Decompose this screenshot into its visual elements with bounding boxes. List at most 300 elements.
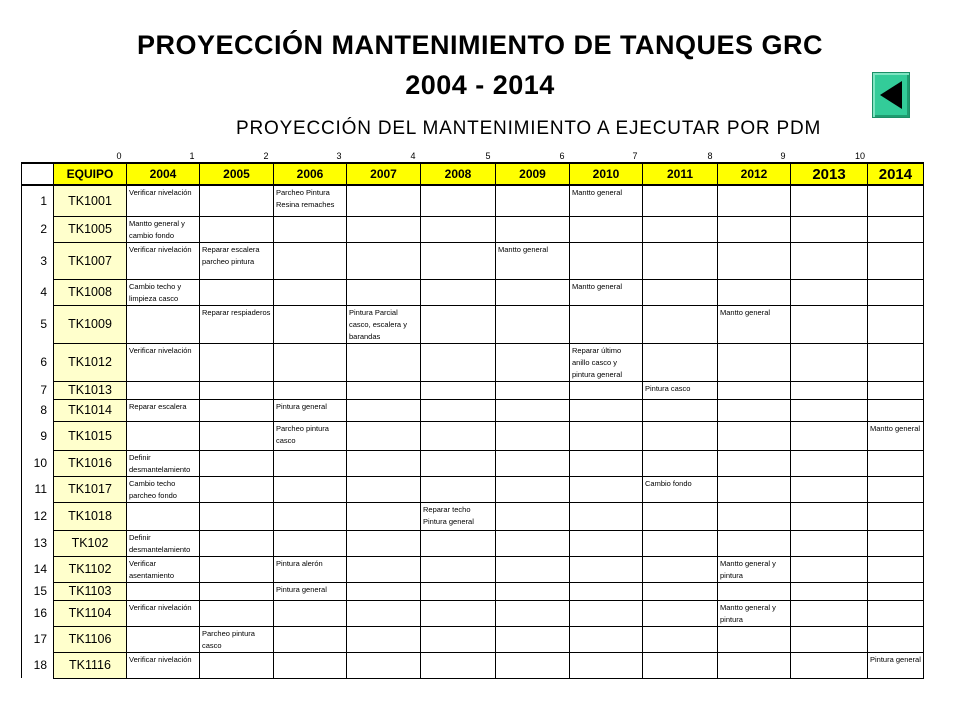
maintenance-cell bbox=[791, 502, 868, 530]
row-number: 2 bbox=[22, 216, 54, 242]
column-index: 0 bbox=[116, 151, 122, 161]
maintenance-cell bbox=[200, 652, 274, 678]
maintenance-cell bbox=[643, 185, 718, 216]
maintenance-note: Pintura general bbox=[276, 401, 327, 411]
maintenance-cell bbox=[200, 476, 274, 502]
maintenance-cell bbox=[347, 305, 421, 343]
maintenance-cell bbox=[868, 582, 924, 600]
table-row bbox=[22, 626, 924, 652]
maintenance-cell bbox=[570, 450, 643, 476]
table-row bbox=[22, 450, 924, 476]
back-button[interactable] bbox=[872, 72, 910, 118]
maintenance-cell bbox=[643, 626, 718, 652]
maintenance-note: Verificar asentamiento bbox=[129, 558, 175, 580]
column-index: 4 bbox=[410, 151, 416, 161]
maintenance-note: Verificar nivelación bbox=[129, 345, 192, 355]
maintenance-cell bbox=[127, 242, 200, 279]
column-index: 8 bbox=[707, 151, 713, 161]
table-row bbox=[22, 216, 924, 242]
maintenance-note: Mantto general y pintura bbox=[720, 558, 776, 580]
maintenance-cell bbox=[868, 242, 924, 279]
maintenance-cell bbox=[127, 216, 200, 242]
maintenance-cell bbox=[200, 216, 274, 242]
maintenance-cell bbox=[127, 381, 200, 399]
maintenance-cell bbox=[421, 600, 496, 626]
maintenance-note: Pintura alerón bbox=[276, 558, 323, 568]
maintenance-cell bbox=[127, 185, 200, 216]
table-row bbox=[22, 185, 924, 216]
maintenance-cell bbox=[127, 530, 200, 556]
maintenance-cell bbox=[127, 476, 200, 502]
equipo-cell: TK1012 bbox=[54, 343, 127, 381]
maintenance-note: Verificar nivelación bbox=[129, 244, 192, 254]
maintenance-cell bbox=[200, 399, 274, 421]
maintenance-cell bbox=[791, 530, 868, 556]
maintenance-cell bbox=[496, 185, 570, 216]
maintenance-cell bbox=[347, 242, 421, 279]
maintenance-cell bbox=[200, 305, 274, 343]
maintenance-cell bbox=[868, 450, 924, 476]
maintenance-cell bbox=[570, 476, 643, 502]
maintenance-note: Mantto general y pintura bbox=[720, 602, 776, 624]
maintenance-cell bbox=[274, 502, 347, 530]
table-row bbox=[22, 399, 924, 421]
maintenance-cell bbox=[347, 399, 421, 421]
maintenance-cell bbox=[791, 381, 868, 399]
maintenance-cell bbox=[347, 343, 421, 381]
header-year-2004: 2004 bbox=[127, 163, 200, 185]
maintenance-cell bbox=[868, 399, 924, 421]
maintenance-note: Verificar nivelación bbox=[129, 188, 192, 197]
maintenance-cell bbox=[643, 502, 718, 530]
maintenance-cell bbox=[570, 652, 643, 678]
row-number: 13 bbox=[22, 530, 54, 556]
maintenance-cell bbox=[643, 343, 718, 381]
maintenance-cell bbox=[791, 279, 868, 305]
maintenance-cell bbox=[274, 216, 347, 242]
row-number: 14 bbox=[22, 556, 54, 582]
maintenance-cell bbox=[200, 450, 274, 476]
maintenance-cell bbox=[718, 582, 791, 600]
maintenance-cell bbox=[570, 421, 643, 450]
maintenance-cell bbox=[496, 600, 570, 626]
maintenance-cell bbox=[274, 582, 347, 600]
table-header-row bbox=[22, 163, 924, 185]
maintenance-cell bbox=[496, 216, 570, 242]
row-number: 15 bbox=[22, 582, 54, 600]
column-index: 5 bbox=[485, 151, 491, 161]
equipo-cell: TK1001 bbox=[54, 185, 127, 216]
table-row bbox=[22, 279, 924, 305]
maintenance-cell bbox=[496, 476, 570, 502]
table-row bbox=[22, 421, 924, 450]
maintenance-cell bbox=[421, 556, 496, 582]
maintenance-cell bbox=[347, 582, 421, 600]
maintenance-cell bbox=[347, 185, 421, 216]
maintenance-cell bbox=[868, 502, 924, 530]
row-number: 16 bbox=[22, 600, 54, 626]
header-year-2008: 2008 bbox=[421, 163, 496, 185]
maintenance-cell bbox=[868, 652, 924, 678]
maintenance-cell bbox=[868, 600, 924, 626]
maintenance-note: Reparar escalera parcheo pintura bbox=[202, 244, 260, 266]
maintenance-cell bbox=[570, 626, 643, 652]
table-row bbox=[22, 476, 924, 502]
maintenance-cell bbox=[570, 582, 643, 600]
maintenance-cell bbox=[274, 279, 347, 305]
maintenance-cell bbox=[570, 305, 643, 343]
maintenance-cell bbox=[643, 242, 718, 279]
maintenance-cell bbox=[496, 381, 570, 399]
maintenance-cell bbox=[791, 421, 868, 450]
maintenance-cell bbox=[274, 600, 347, 626]
maintenance-cell bbox=[200, 343, 274, 381]
equipo-cell: TK1106 bbox=[54, 626, 127, 652]
maintenance-cell bbox=[421, 399, 496, 421]
equipo-cell: TK1014 bbox=[54, 399, 127, 421]
maintenance-cell bbox=[643, 305, 718, 343]
maintenance-cell bbox=[791, 242, 868, 279]
maintenance-cell bbox=[127, 556, 200, 582]
maintenance-cell bbox=[868, 381, 924, 399]
table-row bbox=[22, 305, 924, 343]
equipo-cell: TK1102 bbox=[54, 556, 127, 582]
maintenance-cell bbox=[421, 652, 496, 678]
maintenance-cell bbox=[718, 305, 791, 343]
column-index: 3 bbox=[336, 151, 342, 161]
maintenance-cell bbox=[496, 305, 570, 343]
maintenance-cell bbox=[791, 476, 868, 502]
maintenance-cell bbox=[496, 421, 570, 450]
maintenance-cell bbox=[421, 185, 496, 216]
maintenance-note: Definir desmantelamiento bbox=[129, 532, 191, 554]
maintenance-cell bbox=[718, 502, 791, 530]
maintenance-cell bbox=[274, 381, 347, 399]
maintenance-note: Mantto general y cambio fondo bbox=[129, 218, 185, 240]
maintenance-cell bbox=[496, 242, 570, 279]
maintenance-cell bbox=[274, 652, 347, 678]
maintenance-cell bbox=[718, 600, 791, 626]
row-number: 4 bbox=[22, 279, 54, 305]
maintenance-cell bbox=[718, 652, 791, 678]
maintenance-cell bbox=[496, 450, 570, 476]
maintenance-cell bbox=[127, 305, 200, 343]
row-number: 17 bbox=[22, 626, 54, 652]
maintenance-note: Cambio techo parcheo fondo bbox=[129, 478, 177, 500]
column-index: 6 bbox=[559, 151, 565, 161]
maintenance-cell bbox=[347, 216, 421, 242]
equipo-cell: TK1104 bbox=[54, 600, 127, 626]
maintenance-cell bbox=[200, 530, 274, 556]
maintenance-note: Cambio techo y limpieza casco bbox=[129, 281, 182, 303]
equipo-cell: TK1007 bbox=[54, 242, 127, 279]
maintenance-cell bbox=[421, 381, 496, 399]
maintenance-cell bbox=[868, 185, 924, 216]
maintenance-cell bbox=[421, 626, 496, 652]
maintenance-cell bbox=[643, 421, 718, 450]
maintenance-cell bbox=[791, 343, 868, 381]
row-number: 3 bbox=[22, 242, 54, 279]
equipo-cell: TK1017 bbox=[54, 476, 127, 502]
maintenance-cell bbox=[200, 242, 274, 279]
maintenance-cell bbox=[347, 530, 421, 556]
header-year-2007: 2007 bbox=[347, 163, 421, 185]
header-equipo: EQUIPO bbox=[54, 163, 127, 185]
table-row bbox=[22, 652, 924, 678]
maintenance-cell bbox=[421, 450, 496, 476]
maintenance-note: Mantto general bbox=[870, 423, 921, 433]
maintenance-note: Parcheo pintura casco bbox=[202, 628, 255, 650]
maintenance-cell bbox=[347, 381, 421, 399]
maintenance-cell bbox=[421, 530, 496, 556]
maintenance-cell bbox=[570, 343, 643, 381]
maintenance-cell bbox=[421, 242, 496, 279]
maintenance-cell bbox=[643, 399, 718, 421]
maintenance-cell bbox=[421, 216, 496, 242]
maintenance-cell bbox=[570, 530, 643, 556]
column-index: 1 bbox=[189, 151, 195, 161]
maintenance-cell bbox=[127, 399, 200, 421]
maintenance-cell bbox=[643, 652, 718, 678]
maintenance-cell bbox=[496, 279, 570, 305]
maintenance-cell bbox=[127, 626, 200, 652]
maintenance-cell bbox=[718, 421, 791, 450]
table-row bbox=[22, 502, 924, 530]
maintenance-cell bbox=[570, 381, 643, 399]
page-title: PROYECCIÓN MANTENIMIENTO DE TANQUES GRC bbox=[136, 30, 824, 60]
maintenance-cell bbox=[570, 279, 643, 305]
maintenance-cell bbox=[496, 626, 570, 652]
maintenance-cell bbox=[200, 626, 274, 652]
maintenance-note: Reparar techo Pintura general bbox=[423, 504, 474, 526]
maintenance-cell bbox=[718, 476, 791, 502]
header-year-2012: 2012 bbox=[718, 163, 791, 185]
row-number: 10 bbox=[22, 450, 54, 476]
maintenance-note: Pintura general bbox=[276, 584, 327, 594]
row-number: 12 bbox=[22, 502, 54, 530]
maintenance-note: Cambio fondo bbox=[645, 478, 692, 488]
maintenance-cell bbox=[274, 556, 347, 582]
maintenance-cell bbox=[868, 343, 924, 381]
maintenance-cell bbox=[496, 502, 570, 530]
maintenance-note: Pintura Parcial casco, escalera y barandas bbox=[349, 307, 407, 341]
maintenance-note: Reparar último anillo casco y pintura general bbox=[572, 345, 623, 379]
header-number-cell bbox=[22, 163, 54, 185]
maintenance-note: Mantto general bbox=[498, 244, 549, 254]
table-row bbox=[22, 381, 924, 399]
maintenance-cell bbox=[274, 421, 347, 450]
maintenance-cell bbox=[274, 399, 347, 421]
maintenance-cell bbox=[868, 421, 924, 450]
maintenance-note: Mantto general bbox=[720, 307, 771, 317]
maintenance-cell bbox=[868, 279, 924, 305]
row-number: 9 bbox=[22, 421, 54, 450]
maintenance-cell bbox=[791, 216, 868, 242]
equipo-cell: TK1018 bbox=[54, 502, 127, 530]
table-subtitle: PROYECCIÓN DEL MANTENIMIENTO A EJECUTAR POR PDM bbox=[236, 118, 822, 139]
maintenance-cell bbox=[347, 502, 421, 530]
row-number: 1 bbox=[22, 185, 54, 216]
maintenance-cell bbox=[643, 476, 718, 502]
maintenance-cell bbox=[718, 279, 791, 305]
equipo-cell: TK1015 bbox=[54, 421, 127, 450]
maintenance-note: Pintura general bbox=[870, 654, 921, 664]
row-number: 18 bbox=[22, 652, 54, 678]
maintenance-cell bbox=[347, 476, 421, 502]
maintenance-cell bbox=[791, 652, 868, 678]
maintenance-cell bbox=[791, 556, 868, 582]
maintenance-note: Parcheo pintura casco bbox=[276, 423, 329, 445]
maintenance-cell bbox=[718, 216, 791, 242]
maintenance-cell bbox=[347, 421, 421, 450]
maintenance-cell bbox=[868, 626, 924, 652]
maintenance-cell bbox=[347, 600, 421, 626]
equipo-cell: TK1009 bbox=[54, 305, 127, 343]
maintenance-cell bbox=[274, 305, 347, 343]
maintenance-cell bbox=[421, 343, 496, 381]
maintenance-cell bbox=[347, 556, 421, 582]
maintenance-cell bbox=[127, 652, 200, 678]
maintenance-cell bbox=[421, 582, 496, 600]
maintenance-cell bbox=[274, 626, 347, 652]
maintenance-cell bbox=[570, 216, 643, 242]
maintenance-cell bbox=[200, 381, 274, 399]
maintenance-cell bbox=[200, 600, 274, 626]
table-row bbox=[22, 242, 924, 279]
maintenance-cell bbox=[421, 476, 496, 502]
maintenance-cell bbox=[421, 502, 496, 530]
maintenance-cell bbox=[643, 582, 718, 600]
header-year-2011: 2011 bbox=[643, 163, 718, 185]
maintenance-cell bbox=[718, 450, 791, 476]
header-year-2006: 2006 bbox=[274, 163, 347, 185]
maintenance-cell bbox=[643, 600, 718, 626]
maintenance-cell bbox=[570, 185, 643, 216]
maintenance-cell bbox=[496, 343, 570, 381]
maintenance-cell bbox=[421, 305, 496, 343]
maintenance-note: Pintura casco bbox=[645, 383, 691, 393]
maintenance-cell bbox=[200, 502, 274, 530]
maintenance-cell bbox=[274, 343, 347, 381]
table-row bbox=[22, 530, 924, 556]
maintenance-table bbox=[21, 162, 924, 679]
maintenance-cell bbox=[791, 600, 868, 626]
maintenance-cell bbox=[570, 242, 643, 279]
maintenance-cell bbox=[421, 421, 496, 450]
maintenance-cell bbox=[570, 399, 643, 421]
maintenance-cell bbox=[347, 450, 421, 476]
maintenance-cell bbox=[496, 582, 570, 600]
maintenance-cell bbox=[718, 381, 791, 399]
equipo-cell: TK1008 bbox=[54, 279, 127, 305]
maintenance-cell bbox=[570, 600, 643, 626]
equipo-cell: TK1103 bbox=[54, 582, 127, 600]
row-number: 5 bbox=[22, 305, 54, 343]
maintenance-cell bbox=[274, 242, 347, 279]
maintenance-cell bbox=[791, 450, 868, 476]
maintenance-cell bbox=[791, 582, 868, 600]
maintenance-cell bbox=[496, 399, 570, 421]
maintenance-note: Mantto general bbox=[572, 188, 623, 197]
maintenance-cell bbox=[200, 185, 274, 216]
maintenance-cell bbox=[200, 279, 274, 305]
maintenance-cell bbox=[127, 600, 200, 626]
maintenance-cell bbox=[274, 530, 347, 556]
maintenance-cell bbox=[570, 502, 643, 530]
maintenance-cell bbox=[718, 556, 791, 582]
maintenance-cell bbox=[127, 450, 200, 476]
maintenance-cell bbox=[643, 216, 718, 242]
maintenance-cell bbox=[127, 343, 200, 381]
maintenance-cell bbox=[791, 399, 868, 421]
maintenance-cell bbox=[643, 381, 718, 399]
equipo-cell: TK1016 bbox=[54, 450, 127, 476]
maintenance-cell bbox=[274, 185, 347, 216]
table-row bbox=[22, 343, 924, 381]
maintenance-cell bbox=[127, 279, 200, 305]
table-row bbox=[22, 582, 924, 600]
row-number: 7 bbox=[22, 381, 54, 399]
maintenance-cell bbox=[718, 343, 791, 381]
maintenance-note: Parcheo Pintura Resina remaches bbox=[276, 188, 335, 209]
maintenance-note: Definir desmantelamiento bbox=[129, 452, 191, 474]
maintenance-cell bbox=[200, 582, 274, 600]
column-index: 2 bbox=[263, 151, 269, 161]
maintenance-cell bbox=[643, 279, 718, 305]
maintenance-cell bbox=[347, 652, 421, 678]
header-year-2010: 2010 bbox=[570, 163, 643, 185]
equipo-cell: TK1005 bbox=[54, 216, 127, 242]
maintenance-cell bbox=[718, 242, 791, 279]
maintenance-cell bbox=[496, 530, 570, 556]
column-index: 7 bbox=[632, 151, 638, 161]
maintenance-cell bbox=[347, 279, 421, 305]
maintenance-cell bbox=[718, 626, 791, 652]
maintenance-cell bbox=[643, 530, 718, 556]
left-triangle-icon bbox=[873, 73, 909, 117]
row-number: 6 bbox=[22, 343, 54, 381]
maintenance-note: Verificar nivelación bbox=[129, 654, 192, 664]
maintenance-cell bbox=[200, 556, 274, 582]
maintenance-cell bbox=[127, 421, 200, 450]
header-year-2005: 2005 bbox=[200, 163, 274, 185]
maintenance-cell bbox=[200, 421, 274, 450]
column-index: 9 bbox=[780, 151, 786, 161]
maintenance-cell bbox=[127, 582, 200, 600]
maintenance-note: Verificar nivelación bbox=[129, 602, 192, 612]
header-year-2014: 2014 bbox=[868, 163, 924, 185]
maintenance-cell bbox=[496, 556, 570, 582]
maintenance-cell bbox=[347, 626, 421, 652]
table-row bbox=[22, 556, 924, 582]
maintenance-cell bbox=[570, 556, 643, 582]
equipo-cell: TK1116 bbox=[54, 652, 127, 678]
maintenance-cell bbox=[718, 185, 791, 216]
maintenance-cell bbox=[868, 530, 924, 556]
header-year-2009: 2009 bbox=[496, 163, 570, 185]
maintenance-cell bbox=[791, 185, 868, 216]
equipo-cell: TK102 bbox=[54, 530, 127, 556]
row-number: 8 bbox=[22, 399, 54, 421]
maintenance-note: Mantto general bbox=[572, 281, 623, 291]
page-subtitle-years: 2004 - 2014 bbox=[405, 70, 555, 100]
maintenance-cell bbox=[868, 216, 924, 242]
maintenance-cell bbox=[274, 450, 347, 476]
maintenance-cell bbox=[718, 530, 791, 556]
maintenance-cell bbox=[791, 626, 868, 652]
maintenance-cell bbox=[421, 279, 496, 305]
maintenance-note: Reparar escalera bbox=[129, 401, 187, 411]
